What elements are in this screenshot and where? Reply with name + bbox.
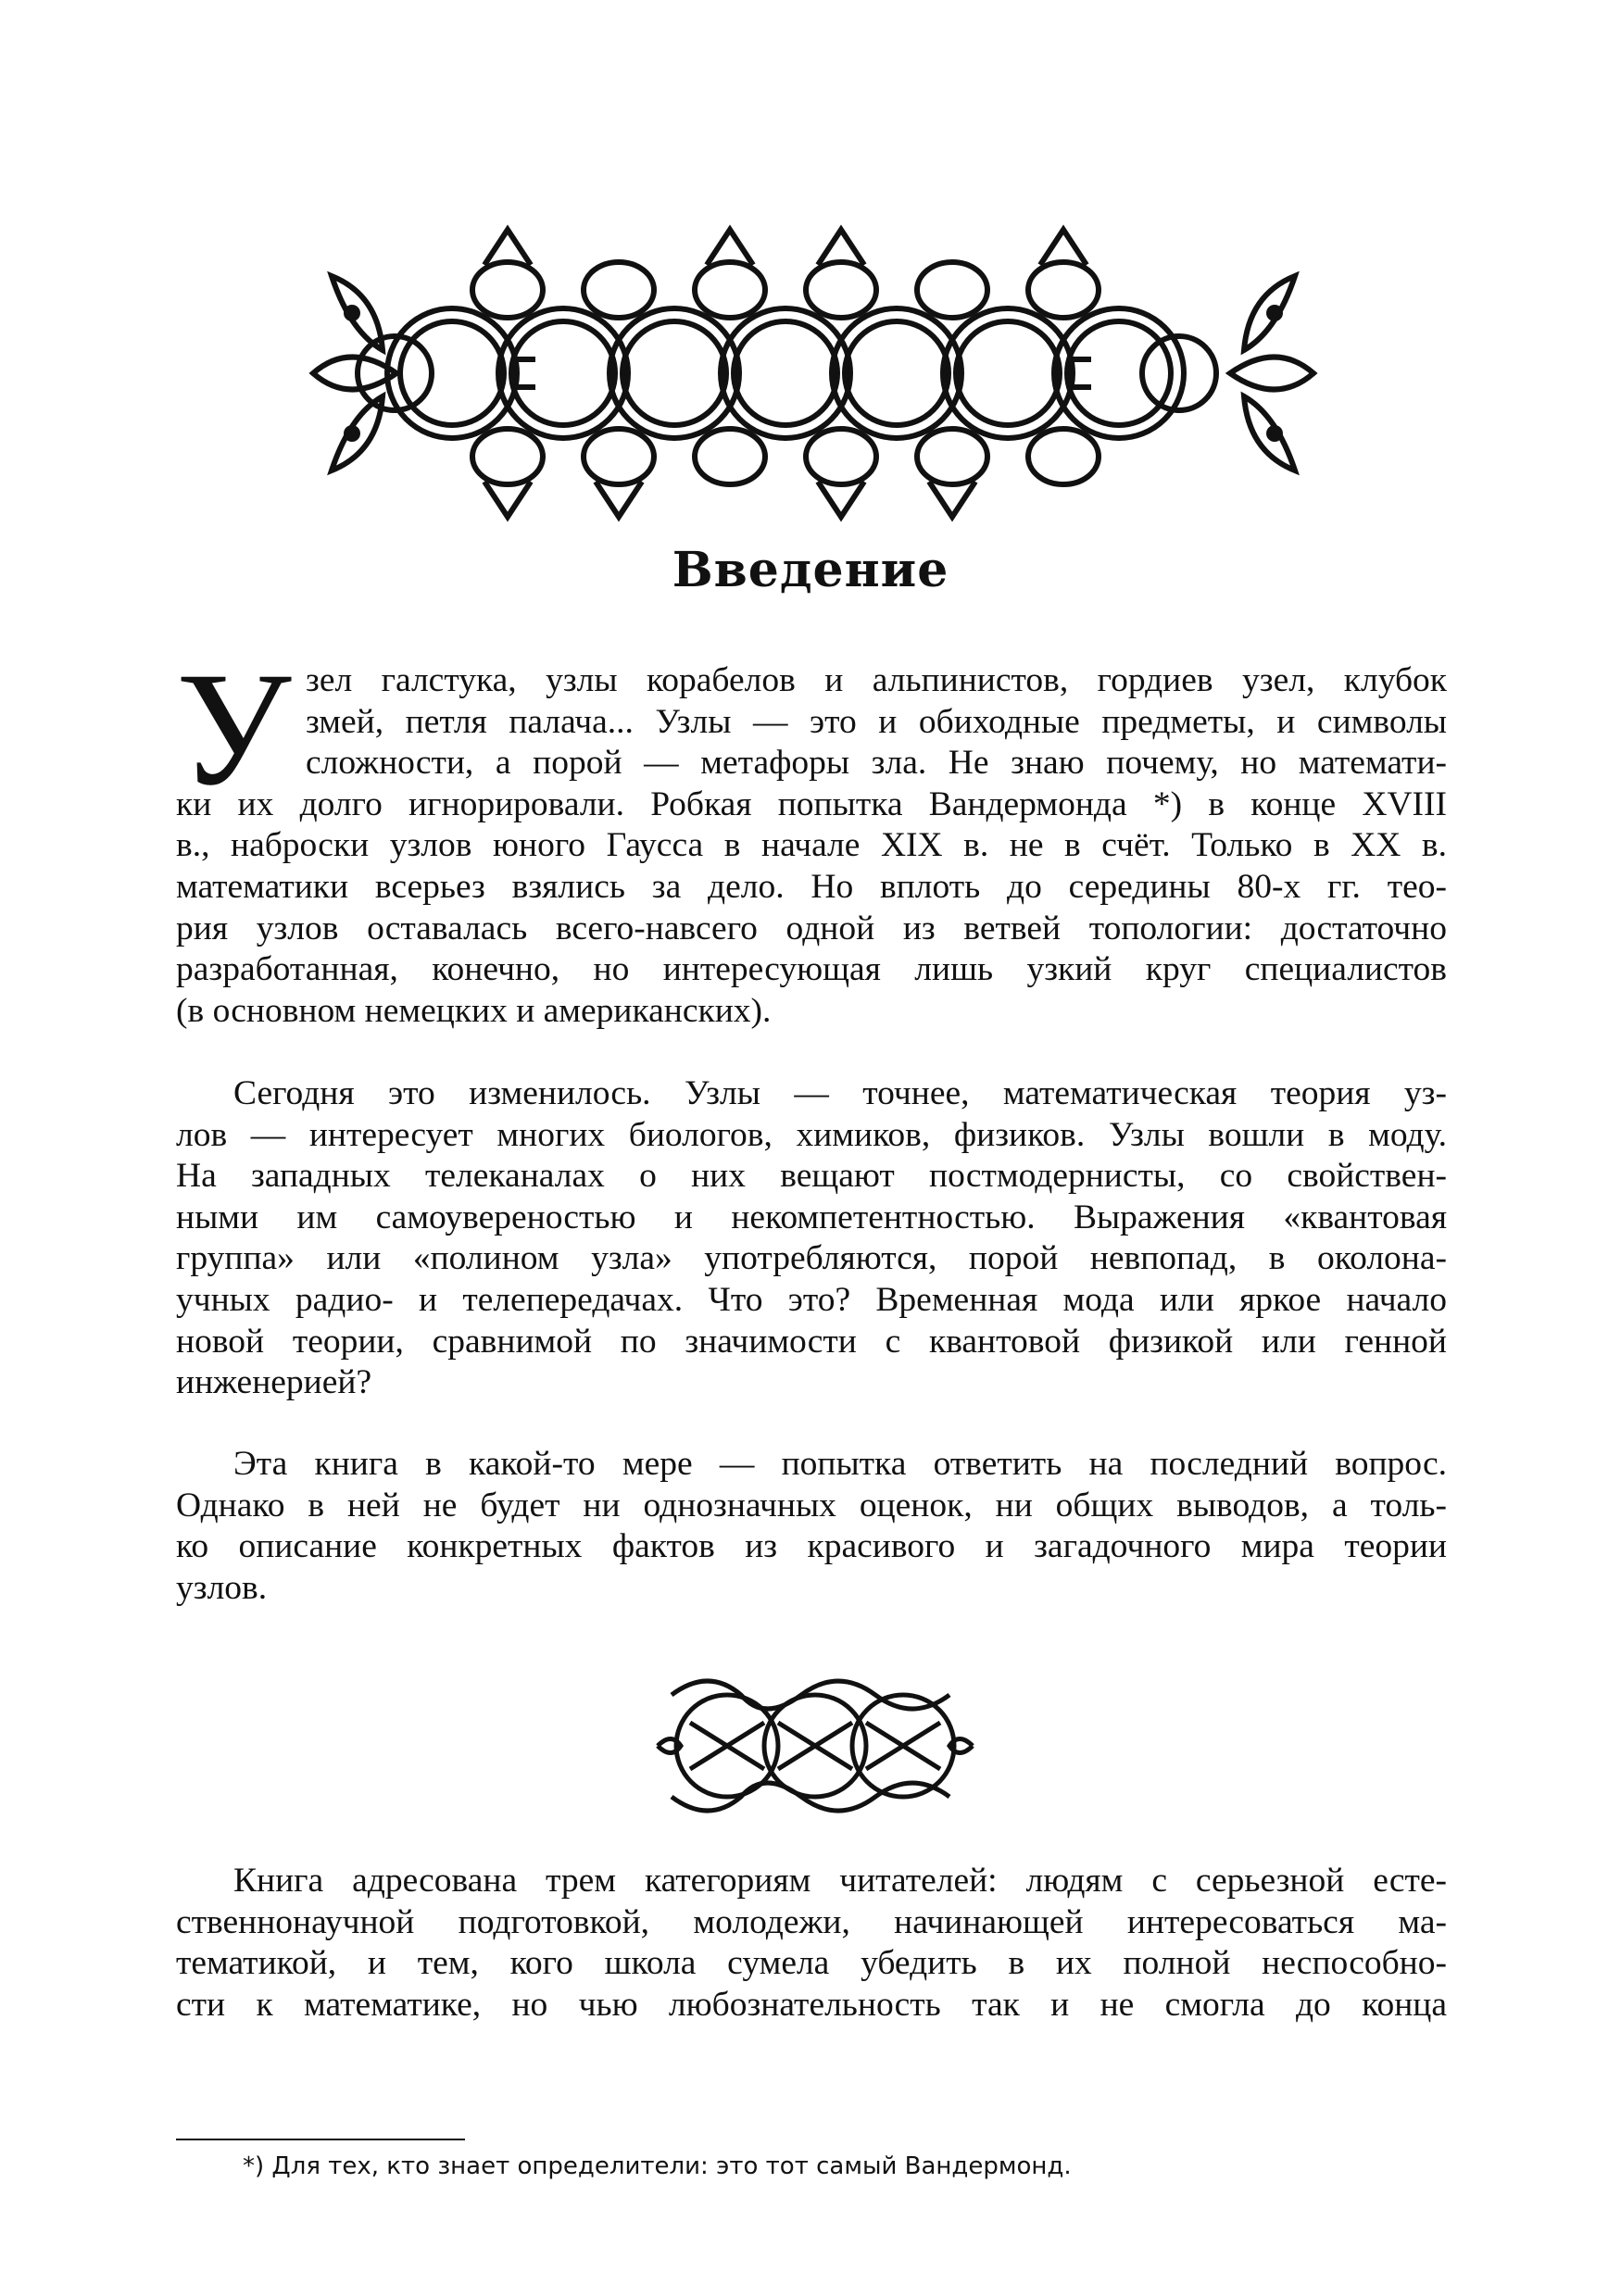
paragraph-line: (в основном немецких и американских).	[176, 991, 772, 1030]
paragraph-line: На западных телеканалах о них вещают постмодернисты, со свойствен-	[176, 1157, 1447, 1196]
paragraph-line: Однако в ней не будет ни однозначных оценок, ни общих выводов, а толь-	[176, 1486, 1447, 1524]
knot-ornament-divider	[653, 1658, 977, 1834]
paragraph-4	[176, 1861, 1447, 2026]
paragraph-line: ки их долго игнорировали. Робкая попытка Вандермонда *) в конце XVIII	[176, 784, 1447, 823]
paragraph-3	[176, 1444, 1447, 1609]
footnote-rule	[176, 2139, 465, 2140]
chapter-title: Введение	[672, 542, 949, 598]
paragraph-line: узлов.	[176, 1568, 268, 1607]
paragraph-line: лов — интересует многих биологов, химиков, физиков. Узлы вошли в моду.	[176, 1115, 1447, 1154]
paragraph-line: сложности, а порой — метафоры зла. Не знаю почему, но математи-	[306, 744, 1447, 783]
paragraph-line: разработанная, конечно, но интересующая лишь узкий круг специалистов	[176, 950, 1447, 989]
paragraph-1	[176, 660, 1447, 1032]
paragraph-line: ко описание конкретных фактов из красивого и загадочного мира теории	[176, 1527, 1447, 1566]
paragraph-line: в., наброски узлов юного Гаусса в начале XIX в. не в счёт. Только в XX в.	[176, 826, 1447, 865]
paragraph-line: зел галстука, узлы корабелов и альпинистов, гордиев узел, клубок	[306, 661, 1447, 699]
paragraph-line: сти к математике, но чью любознательность так и не смогла до конца	[176, 1985, 1447, 2024]
paragraph-line: змей, петля палача... Узлы — это и обиходные предметы, и символы	[306, 702, 1447, 741]
paragraph-line: ными им самоувереностью и некомпетентностью. Выражения «квантовая	[176, 1198, 1447, 1236]
paragraph-line: инженерией?	[176, 1363, 372, 1402]
footnote: *) Для тех, кто знает определители: это тот самый Вандермонд.	[243, 2152, 1072, 2180]
paragraph-line: Книга адресована трем категориям читателей: людям с серьезной есте-	[233, 1862, 1447, 1900]
paragraph-line: Эта книга в какой-то мере — попытка ответить на последний вопрос.	[233, 1445, 1447, 1483]
paragraph-line: математики всерьез взялись за дело. Но вплоть до середины 80-х гг. тео-	[176, 867, 1447, 906]
paragraph-line: группа» или «полином узла» употребляются, порой невпопад, в околона-	[176, 1239, 1447, 1278]
paragraph-line: Сегодня это изменилось. Узлы — точнее, математическая теория уз-	[233, 1074, 1447, 1112]
paragraph-line: учных радио- и телепередачах. Что это? Временная мода или яркое начало	[176, 1280, 1447, 1319]
paragraph-line: тематикой, и тем, кого школа сумела убедить в их полной неспособно-	[176, 1944, 1447, 1983]
paragraph-line: новой теории, сравнимой по значимости с квантовой физикой или генной	[176, 1322, 1447, 1361]
paragraph-line: ственнонаучной подготовкой, молодежи, начинающей интересоваться ма-	[176, 1902, 1447, 1941]
paragraph-line: рия узлов оставалась всего-навсего одной из ветвей топологии: достаточно	[176, 909, 1447, 947]
chain-ornament-header	[295, 220, 1332, 526]
drop-cap: У	[176, 639, 292, 820]
paragraph-2	[176, 1073, 1447, 1404]
